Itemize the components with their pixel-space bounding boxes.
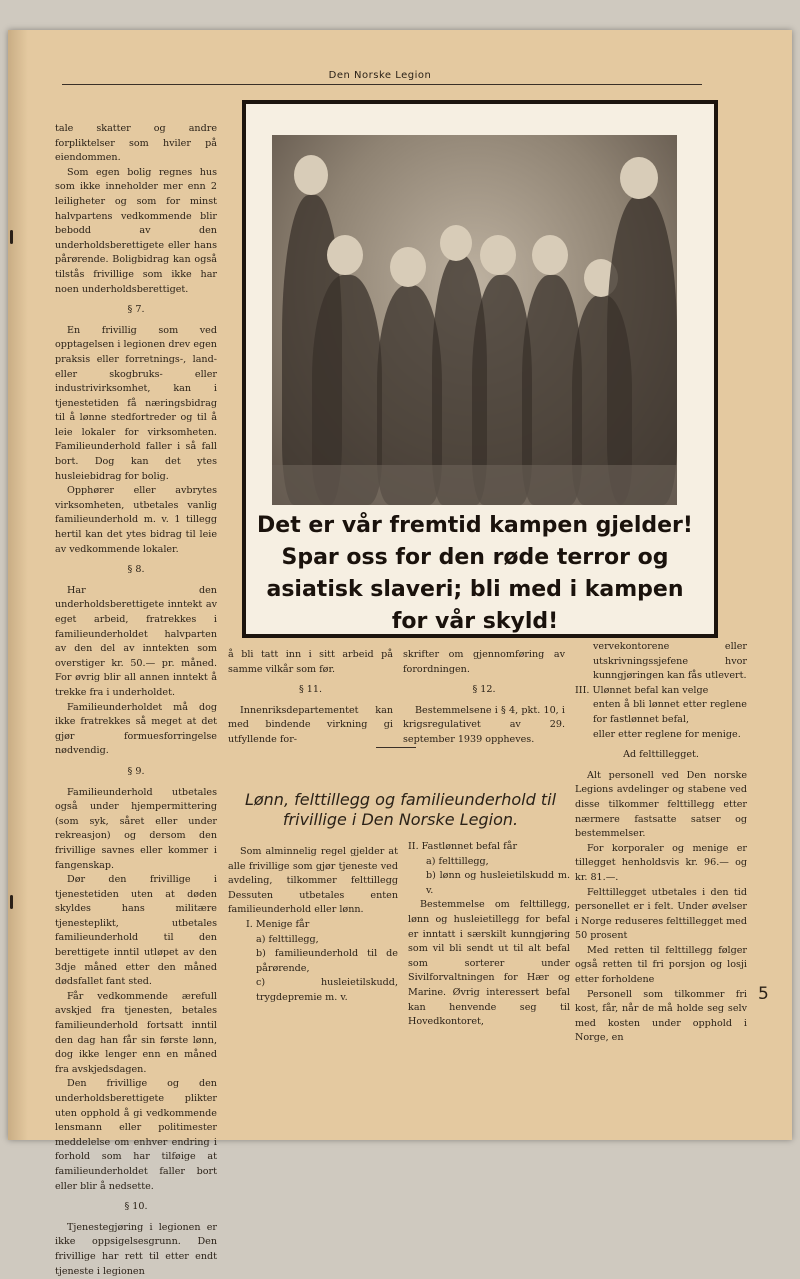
paragraph: Dør den frivillige i tjenestetiden uten at døden skyldes hans militære tjenesteplikt, utbetales familieunderhold til den berettigete inntil utløpet av den 3dje måned etter den måned dødsfallet fant sted. <box>55 874 217 988</box>
column-2-article <box>228 845 398 1006</box>
poster-slogan: Det er vår fremtid kampen gjelder! Spar oss for den røde terror og asiatisk slaveri; bli med i kampen for vår skyld! <box>257 513 693 634</box>
column-3-top <box>403 648 565 748</box>
paragraph: b) familieunderhold til de pårørende, <box>256 948 398 974</box>
binding-clip <box>10 895 13 909</box>
paragraph: a) felttillegg, <box>426 855 489 867</box>
section-heading: Ad felttillegget. <box>623 749 699 761</box>
section-heading: § 9. <box>127 765 145 777</box>
paragraph: Bestemmelsene i § 4, pkt. 10, i krigsregulativet av 29. september 1939 oppheves. <box>403 704 565 745</box>
paragraph: enten å bli lønnet etter reglene for fastlønnet befal, <box>593 699 747 725</box>
paragraph: Som egen bolig regnes hus som ikke inneholder mer enn 2 leiligheter og som for minst halvpartens vedkommende blir bebodd av den underholdsberettigete eller hans pårørende. Boligbidrag kan også tilstås frivillige som ikke har noen underholdsberettiget. <box>55 166 217 295</box>
paragraph: I. Menige får <box>246 918 310 930</box>
section-heading: § 11. <box>298 684 323 696</box>
paragraph: vervekontorene eller utskrivningssjefene hvor kunngjøringen kan fås utlevert. <box>593 641 747 682</box>
paragraph: For korporaler og menige er tillegget henholdsvis kr. 96.— og kr. 81.—. <box>575 842 747 883</box>
section-heading: § 10. <box>124 1201 148 1213</box>
column-1 <box>55 122 217 1279</box>
paragraph: b) lønn og husleietilskudd m. v. <box>426 870 570 896</box>
paragraph: Familieunderhold utbetales også under hjempermittering (som syk, såret eller under rekreasjon) og dersom den frivillige savnes eller kommer i fangenskap. <box>55 786 217 871</box>
paragraph: Innenriksdepartementet kan med bindende virkning gi utfyllende for- <box>228 704 393 745</box>
paragraph: Familieunderholdet må dog ikke fratrekkes så meget at det gjør formuesforringelse nødvendig. <box>55 701 217 757</box>
article-title: Lønn, felttillegg og familieunderhold til frivillige i Den Norske Legion. <box>244 790 557 829</box>
paragraph: Den frivillige og den underholdsberettigete plikter uten opphold å gi vedkommende lensmann eller politimester meddelelse om enhver endring i forhold som har tilføige at familieunderholdet faller bort eller blir å nedsette. <box>55 1078 217 1192</box>
page-number: 5 <box>758 984 769 1004</box>
column-3-article <box>408 840 570 1030</box>
section-divider <box>376 747 416 748</box>
paragraph: Som alminnelig regel gjelder at alle frivillige som gjør tjeneste ved avdeling, tilkommer felttillegg Dessuten utbetales enten familieunderhold eller lønn. <box>228 846 398 916</box>
paragraph: II. Fastlønnet befal får <box>408 841 518 852</box>
paragraph: Har den underholdsberettigete inntekt av eget arbeid, fratrekkes i familieunderholdet halvparten av den del av inntekten som overstiger kr. 50.— pr. måned. For øvrig blir all annen inntekt å trekke fra i underholdet. <box>55 584 217 698</box>
paragraph: eller etter reglene for menige. <box>593 728 741 740</box>
section-heading: § 12. <box>472 684 496 696</box>
paragraph: Får vedkommende ærefull avskjed fra tjenesten, betales familieunderhold fortsatt inntil den dag han får sin første lønn, dog ikke lenger enn en måned fra avskjedsdagen. <box>55 990 217 1075</box>
section-heading: § 7. <box>127 304 145 316</box>
children-photo <box>272 135 677 505</box>
paragraph: Opphører eller avbrytes virksomheten, utbetales vanlig familieunderhold m. v. 1 tillegg hertil kan det ytes bidrag til leie av vedkommende lokaler. <box>55 485 217 555</box>
header-rule <box>62 84 702 85</box>
paragraph: III. Ulønnet befal kan velge <box>575 684 709 696</box>
paragraph: Med retten til felttillegg følger også retten til fri porsjon og losji etter forholdene <box>575 944 747 986</box>
paragraph: skrifter om gjennomføring av forordningen. <box>403 649 565 675</box>
column-4 <box>575 640 747 1046</box>
paragraph: En frivillig som ved opptagelsen i legionen drev egen praksis eller forretnings-, land- eller skogbruks- eller industrivirksomhet, kan i tjenestetiden få næringsbidrag til å lønne stedfortreder og til å leie lokaler for virksomheten. Familieunderhold faller i så fall bort. Dog kan det ytes husleiebidrag for bolig. <box>55 324 217 482</box>
page-fold-shadow <box>8 30 28 1140</box>
paragraph: Alt personell ved Den norske Legions avdelinger og stabene ved disse tilkommer felttillegg etter nærmere fastsatte satser og bestemmelser. <box>575 769 747 840</box>
paragraph: å bli tatt inn i sitt arbeid på samme vilkår som før. <box>228 649 393 675</box>
paragraph: Felttillegget utbetales i den tid personellet er i felt. Under øvelser i Norge reduseres felttillegget med 50 prosent <box>575 886 747 942</box>
column-2-top <box>228 648 393 748</box>
section-heading: § 8. <box>127 564 145 576</box>
running-header: Den Norske Legion <box>328 70 432 81</box>
paragraph: c) husleietilskudd, trygdepremie m. v. <box>256 977 398 1003</box>
paragraph: a) felttillegg, <box>256 933 319 945</box>
paragraph: Bestemmelse om felttillegg, lønn og husleietillegg for befal er inntatt i særskilt kunngjøring som vil bli sendt ut til alt befal som sorterer under Sivilforvaltningen for Hær og Marine. Øvrig interessert befal kan henvende seg til Hovedkontoret, <box>408 899 570 1028</box>
paragraph: Tjenestegjøring i legionen er ikke oppsigelsesgrunn. Den frivillige har rett til etter endt tjeneste i legionen <box>55 1221 217 1277</box>
paragraph: Personell som tilkommer fri kost, får, når de må holde seg selv med kosten under opphold i Norge, en <box>575 988 747 1044</box>
paragraph: tale skatter og andre forpliktelser som hviler på eiendommen. <box>55 123 217 164</box>
binding-clip <box>10 230 13 244</box>
